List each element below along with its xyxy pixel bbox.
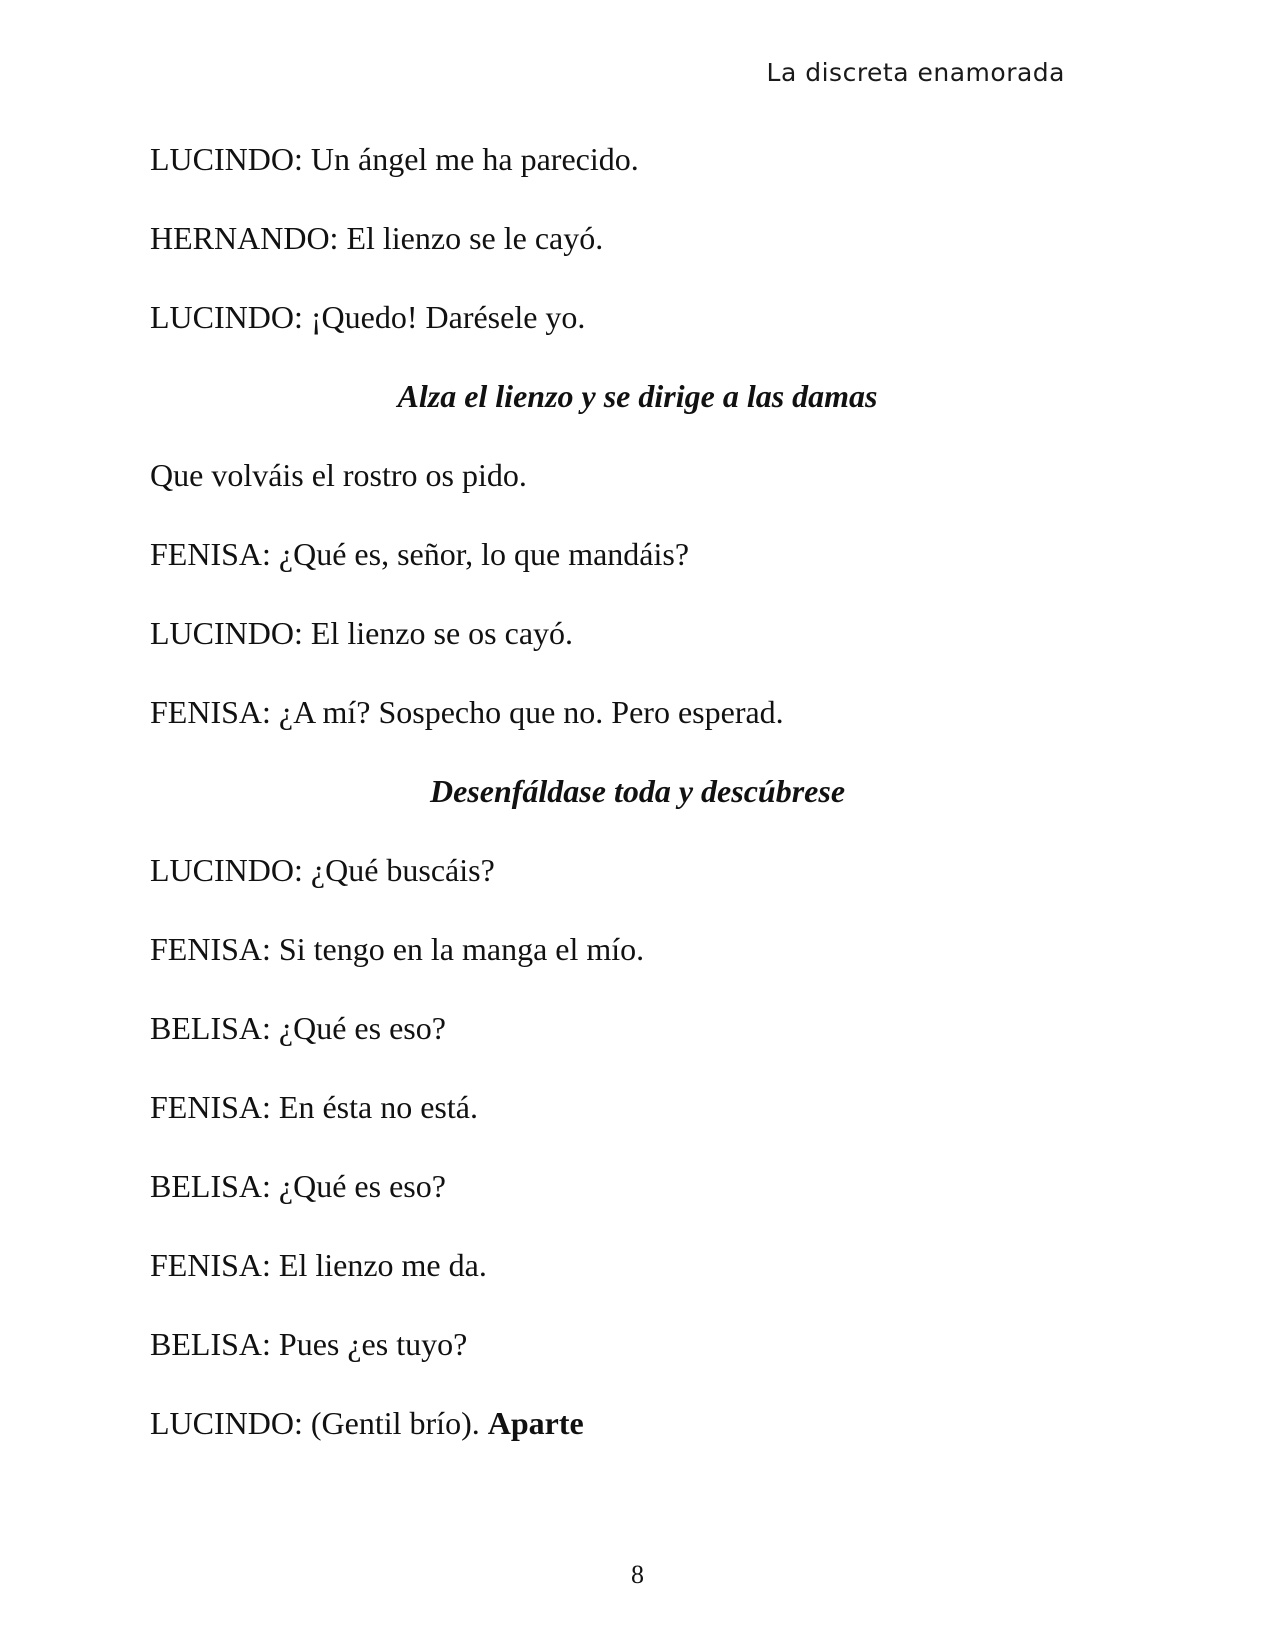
dialogue-line: LUCINDO: Un ángel me ha parecido.	[150, 141, 639, 177]
dialogue-line-with-aside	[150, 1403, 1125, 1482]
dialogue-line: FENISA: ¿A mí? Sospecho que no. Pero esperad.	[150, 694, 784, 730]
play-text	[150, 139, 1125, 1482]
dialogue-line: LUCINDO: ¡Quedo! Darésele yo.	[150, 299, 586, 335]
running-header: La discreta enamorada	[766, 58, 1065, 87]
dialogue-line: BELISA: ¿Qué es eso?	[150, 1168, 446, 1204]
dialogue-line: LUCINDO: ¿Qué buscáis?	[150, 852, 495, 888]
aside-direction: Aparte	[487, 1405, 584, 1441]
dialogue-line: FENISA: Si tengo en la manga el mío.	[150, 931, 645, 967]
stage-direction: Alza el lienzo y se dirige a las damas	[397, 378, 878, 414]
stage-direction: Desenfáldase toda y descúbrese	[429, 773, 846, 809]
dialogue-line: BELISA: Pues ¿es tuyo?	[150, 1326, 468, 1362]
page-number: 8	[631, 1560, 644, 1589]
dialogue-line: LUCINDO: El lienzo se os cayó.	[150, 615, 574, 651]
dialogue-line: BELISA: ¿Qué es eso?	[150, 1010, 446, 1046]
dialogue-line: HERNANDO: El lienzo se le cayó.	[150, 220, 604, 256]
dialogue-line: Que volváis el rostro os pido.	[150, 457, 527, 493]
dialogue-line: FENISA: En ésta no está.	[150, 1089, 478, 1125]
dialogue-text: LUCINDO: (Gentil brío).	[150, 1405, 480, 1441]
dialogue-line: FENISA: El lienzo me da.	[150, 1247, 487, 1283]
dialogue-line: FENISA: ¿Qué es, señor, lo que mandáis?	[150, 536, 690, 572]
